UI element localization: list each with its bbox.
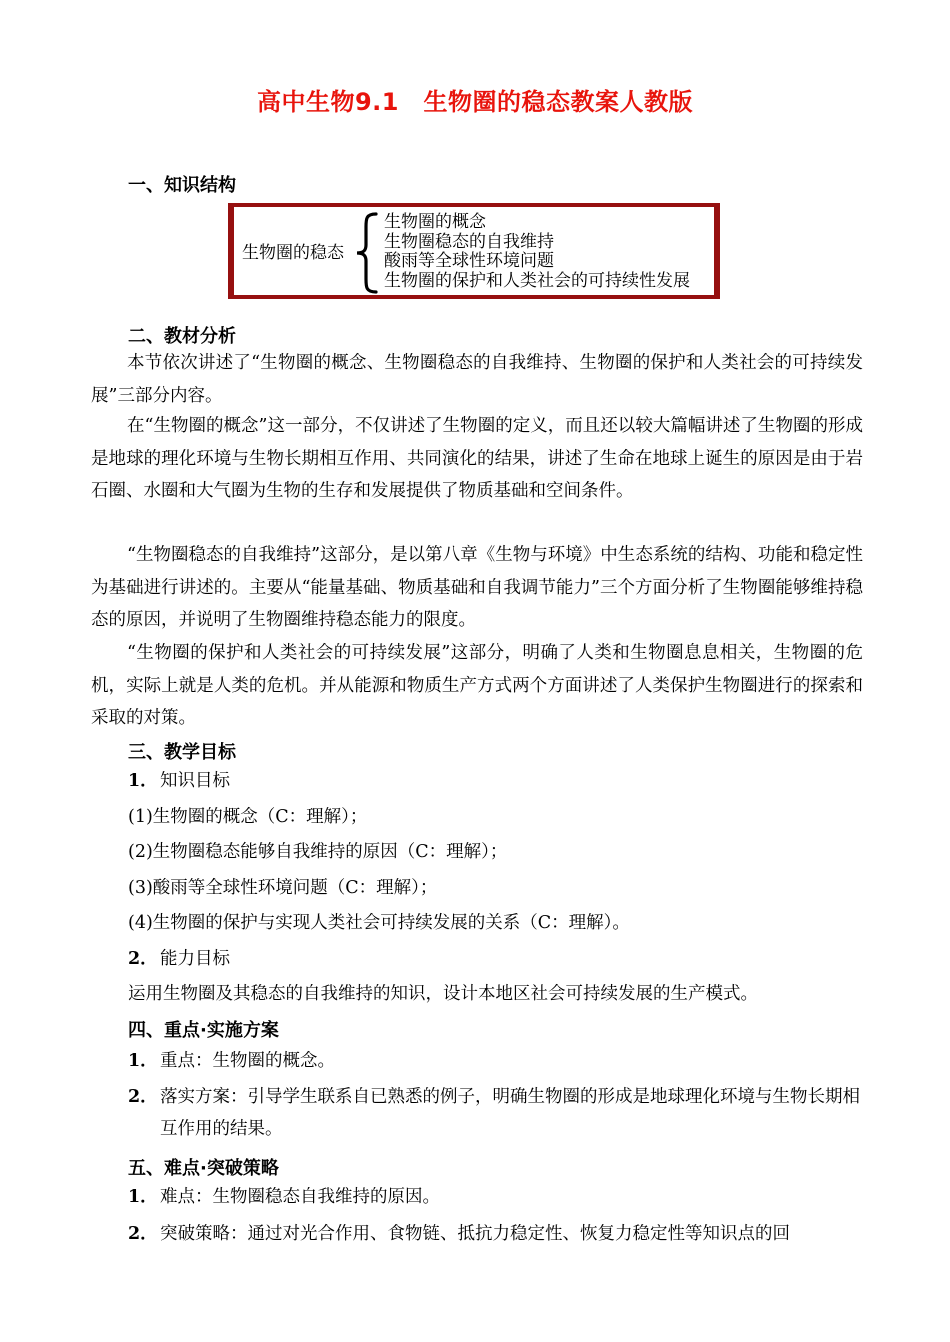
document-title: 高中生物9.1 生物圈的稳态教案人教版 <box>256 88 693 116</box>
section-heading-difficulties: 五、难点·突破策略 <box>128 1158 279 1179</box>
knowledge-objective-item: (4)生物圈的保护与实现人类社会可持续发展的关系（C：理解）。 <box>128 913 630 933</box>
objective-label: 能力目标 <box>160 949 230 969</box>
knowledge-structure-figure <box>228 203 720 299</box>
knowledge-objective-item: (1)生物圈的概念（C：理解）； <box>128 807 368 827</box>
structure-item: 生物圈的保护和人类社会的可持续性发展 <box>384 270 690 291</box>
item-number: 2． <box>128 1087 158 1107</box>
difficulty-item <box>128 1218 863 1250</box>
item-number: 1． <box>128 1051 158 1071</box>
analysis-paragraph: 在“生物圈的概念”这一部分，不仅讲述了生物圈的定义，而且还以较大篇幅讲述了生物圈的形成是地球的理化环境与生物长期相互作用、共同演化的结果，讲述了生命在地球上诞生的原因是由于岩石圈、水圈和大气圈为生物的生存和发展提供了物质基础和空间条件。 <box>91 416 863 501</box>
curly-brace-icon <box>352 211 382 295</box>
structure-item: 生物圈的概念 <box>384 212 486 232</box>
objective-number: 2． <box>128 949 158 969</box>
analysis-paragraph: “生物圈稳态的自我维持”这部分，是以第八章《生物与环境》中生态系统的结构、功能和稳定性为基础进行讲述的。主要从“能量基础、物质基础和自我调节能力”三个方面分析了生物圈能够维持稳态的原因，并说明了生物圈维持稳态能力的限度。 <box>91 545 863 630</box>
analysis-paragraph: “生物圈的保护和人类社会的可持续发展”这部分，明确了人类和生物圈息息相关，生物圈的危机，实际上就是人类的危机。并从能源和物质生产方式两个方面讲述了人类保护生物圈进行的探索和采取的对策。 <box>91 643 863 728</box>
item-text: 突破策略：通过对光合作用、食物链、抵抗力稳定性、恢复力稳定性等知识点的回 <box>160 1224 790 1244</box>
item-text: 难点：生物圈稳态自我维持的原因。 <box>160 1187 440 1207</box>
analysis-paragraph: 本节依次讲述了“生物圈的概念、生物圈稳态的自我维持、生物圈的保护和人类社会的可持续发展”三部分内容。 <box>91 353 863 406</box>
objective-label: 知识目标 <box>160 771 230 791</box>
structure-root-label: 生物圈的稳态 <box>242 243 344 263</box>
knowledge-objective-item: (3)酸雨等全球性环境问题（C：理解）； <box>128 878 438 898</box>
section-heading-key-points: 四、重点·实施方案 <box>128 1020 279 1041</box>
objective-knowledge-heading <box>128 765 230 797</box>
difficulty-item <box>128 1181 863 1213</box>
structure-item-list <box>384 213 690 291</box>
section-heading-objectives: 三、教学目标 <box>128 742 236 763</box>
objective-number: 1． <box>128 771 158 791</box>
section-heading-structure: 一、知识结构 <box>128 175 236 196</box>
item-number: 1． <box>128 1187 158 1207</box>
key-point-item <box>128 1045 863 1077</box>
structure-item: 生物圈稳态的自我维持 <box>384 231 554 252</box>
item-number: 2． <box>128 1224 158 1244</box>
key-point-item <box>128 1081 863 1145</box>
figure-inner-panel <box>234 207 714 295</box>
section-heading-analysis: 二、教材分析 <box>128 326 236 347</box>
structure-item: 酸雨等全球性环境问题 <box>384 251 554 271</box>
ability-objective-text: 运用生物圈及其稳态的自我维持的知识，设计本地区社会可持续发展的生产模式。 <box>128 984 758 1004</box>
item-text: 落实方案：引导学生联系自已熟悉的例子，明确生物圈的形成是地球理化环境与生物长期相互作用的结果。 <box>160 1087 860 1139</box>
objective-ability-heading <box>128 943 230 975</box>
knowledge-objective-item: (2)生物圈稳态能够自我维持的原因（C：理解）； <box>128 842 508 862</box>
item-text: 重点：生物圈的概念。 <box>160 1051 335 1071</box>
